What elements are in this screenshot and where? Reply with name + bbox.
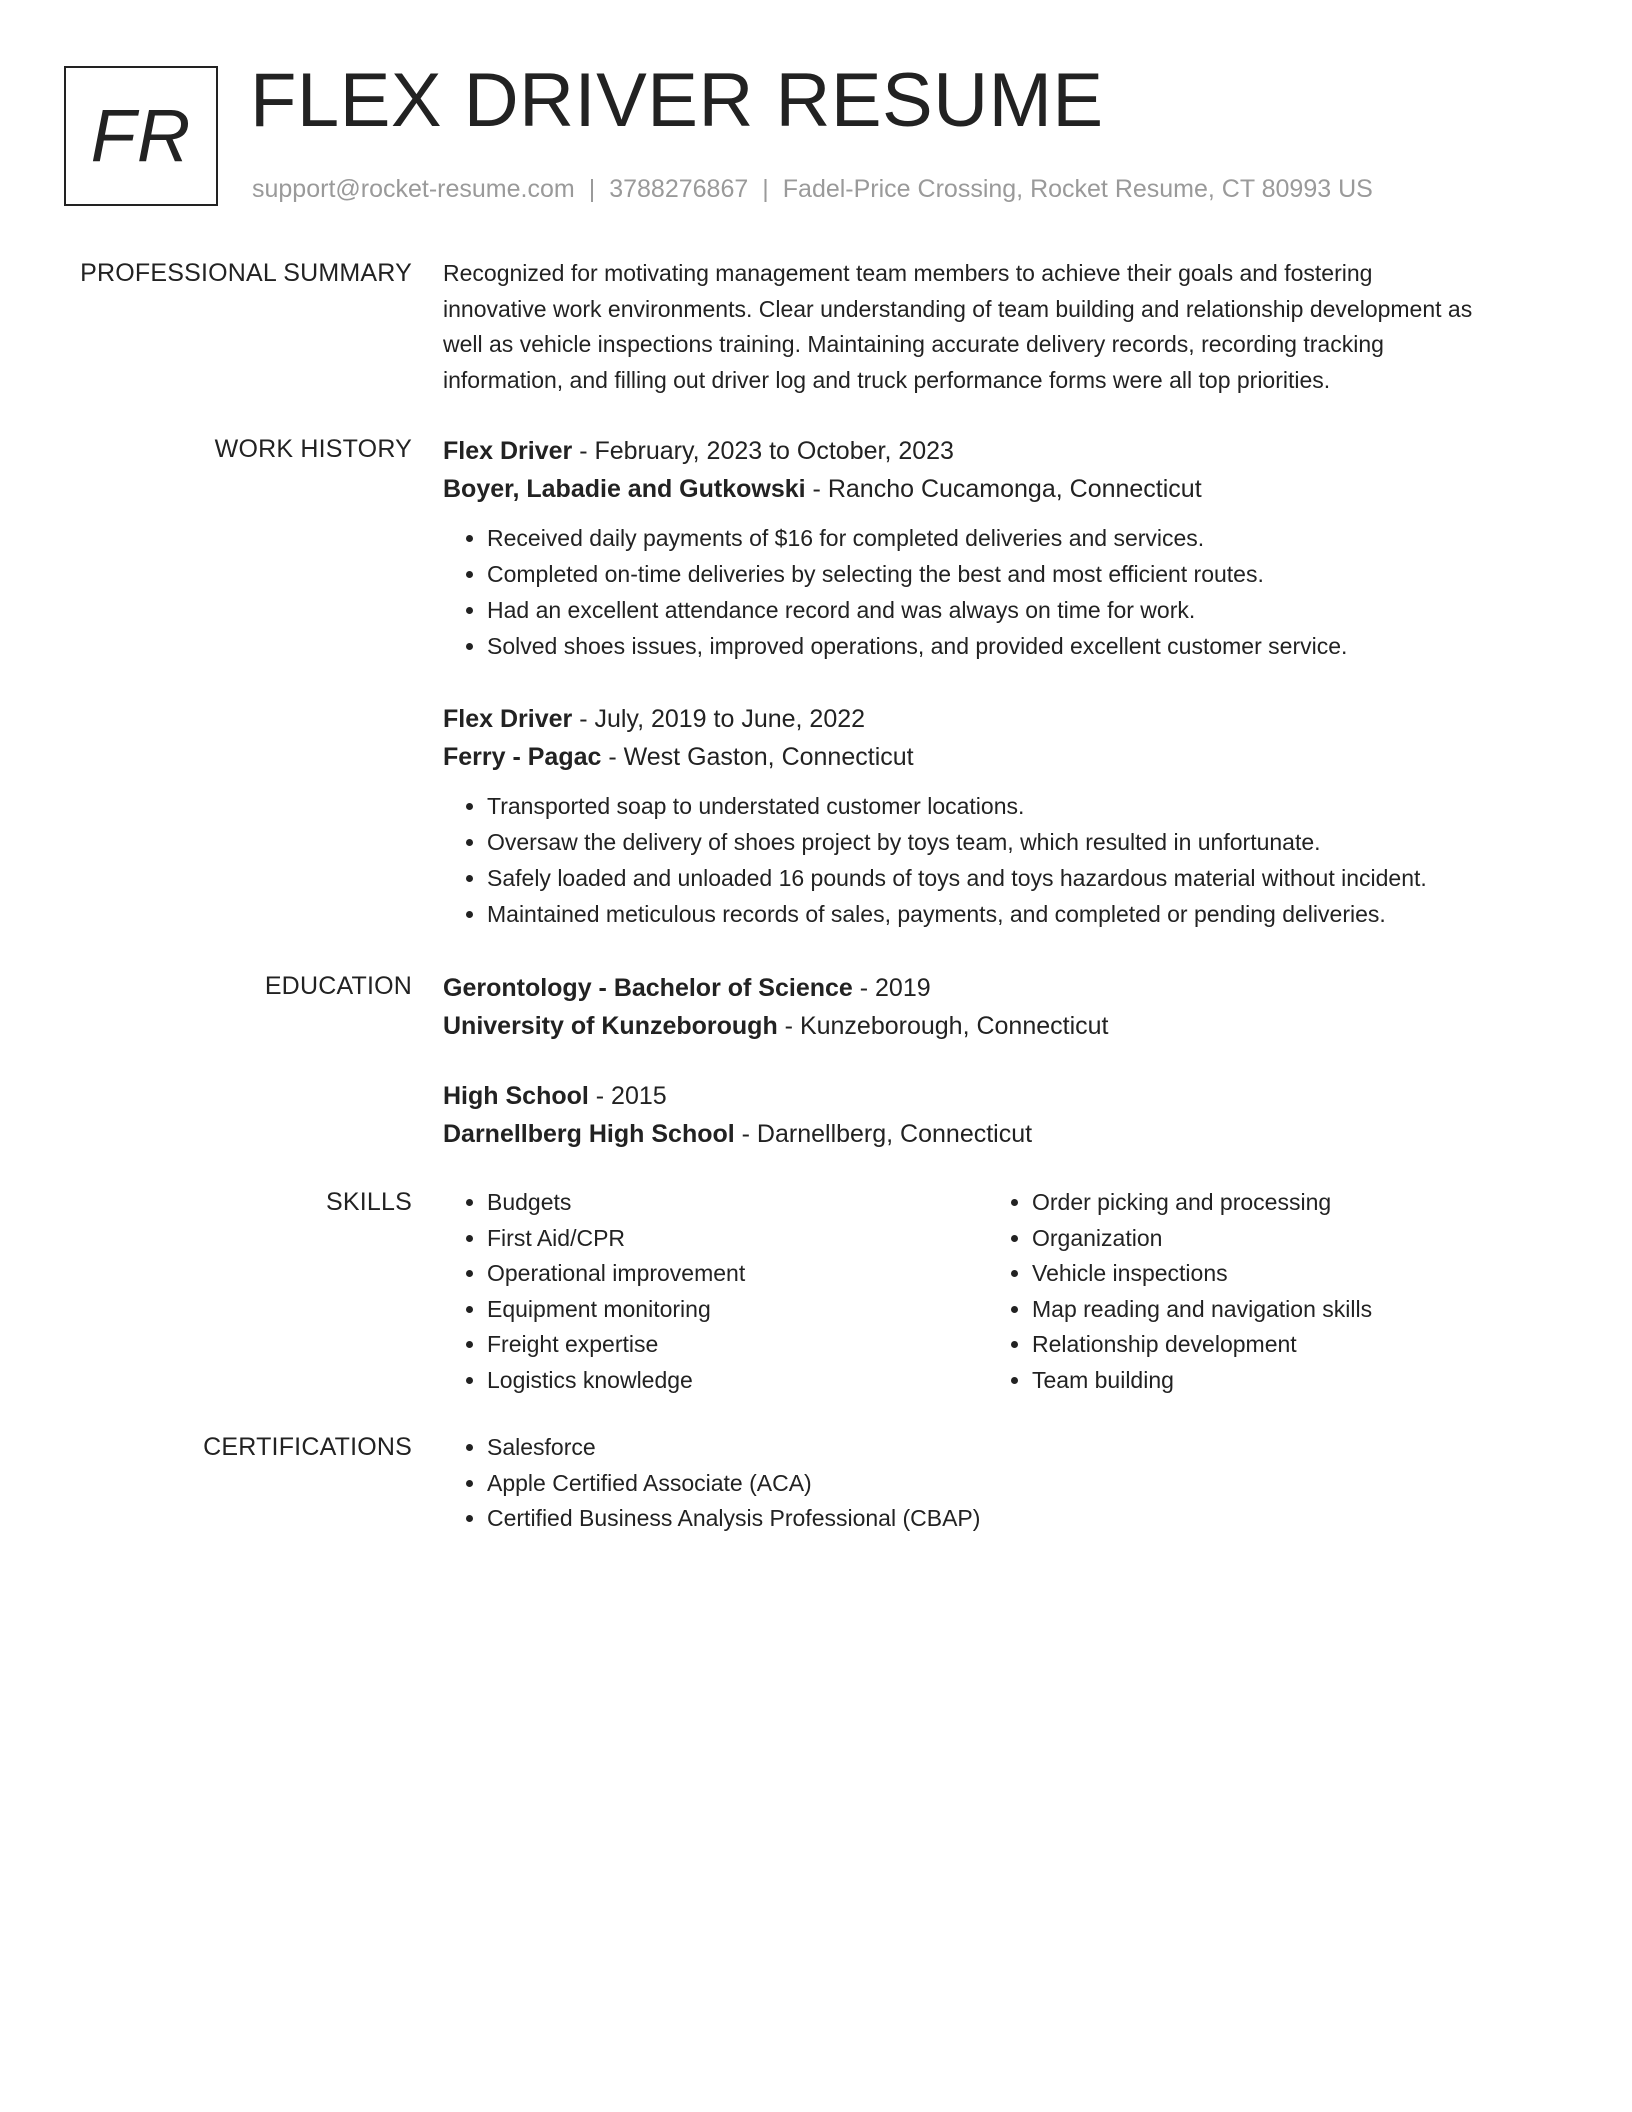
- job-location: - Rancho Cucamonga, Connecticut: [805, 475, 1202, 503]
- summary-body: [443, 256, 1563, 398]
- list-item: • Completed on-time deliveries by selecting the best and most efficient routes.: [487, 556, 1563, 592]
- job-title: Flex Driver: [443, 705, 573, 733]
- contact-phone: 3788276867: [609, 175, 749, 203]
- job-bullets: [443, 788, 1563, 932]
- list-item: • Solved shoes issues, improved operations, and provided excellent customer service.: [487, 628, 1563, 664]
- contact-separator: |: [762, 175, 769, 203]
- list-item: • Apple Certified Associate (ACA): [487, 1466, 1443, 1502]
- job-title-line: [443, 700, 1563, 738]
- summary-line: Recognized for motivating management team members to achieve their goals and fostering: [443, 260, 1373, 286]
- summary-line: well as vehicle inspections training. Maintaining accurate delivery records, recording tracking: [443, 331, 1384, 357]
- job-dates: - July, 2019 to June, 2022: [572, 705, 866, 733]
- certifications-list: [443, 1430, 1443, 1537]
- list-item: • Budgets: [487, 1185, 963, 1221]
- certifications-column: [443, 1430, 1443, 1537]
- list-item: • Maintained meticulous records of sales, payments, and completed or pending deliveries.: [487, 896, 1563, 932]
- list-item: • Equipment monitoring: [487, 1292, 963, 1328]
- list-item: • Organization: [1032, 1221, 1508, 1257]
- degree-line: [443, 969, 1563, 1007]
- summary-text: [443, 256, 1563, 398]
- monogram-box: [64, 66, 218, 206]
- job-entry: [443, 700, 1563, 932]
- skills-column-right: [988, 1185, 1508, 1398]
- summary-line: information, and filling out driver log and truck performance forms were all top priorities.: [443, 366, 1331, 393]
- section-label: WORK HISTORY: [214, 435, 412, 463]
- list-item: • Transported soap to understated customer locations.: [487, 788, 1563, 824]
- list-item: • Salesforce: [487, 1430, 1443, 1466]
- section-label: EDUCATION: [264, 972, 412, 1000]
- skills-column-left: [443, 1185, 963, 1398]
- list-item: • Vehicle inspections: [1032, 1256, 1508, 1292]
- degree-line: [443, 1077, 1563, 1115]
- school-location: - Kunzeborough, Connecticut: [777, 1012, 1109, 1040]
- job-company-line: [443, 470, 1563, 508]
- monogram-initials: FR: [90, 94, 192, 177]
- list-item: • Freight expertise: [487, 1327, 963, 1363]
- section-label: SKILLS: [326, 1188, 412, 1216]
- contact-separator: |: [588, 175, 596, 203]
- skills-list: [988, 1185, 1508, 1398]
- resume-title: FLEX DRIVER RESUME: [250, 58, 1104, 143]
- contact-email: support@rocket-resume.com: [252, 175, 575, 203]
- section-label: PROFESSIONAL SUMMARY: [80, 259, 412, 287]
- list-item: • Safely loaded and unloaded 16 pounds of toys and toys hazardous material without incident.: [487, 860, 1563, 896]
- summary-line: innovative work environments. Clear understanding of team building and relationship development as: [443, 295, 1473, 322]
- list-item: • First Aid/CPR: [487, 1221, 963, 1257]
- school-line: [443, 1007, 1563, 1045]
- job-title-line: [443, 432, 1563, 470]
- skills-list: [443, 1185, 963, 1398]
- job-company: Ferry - Pagac: [443, 743, 602, 771]
- job-location: - West Gaston, Connecticut: [601, 743, 914, 771]
- job-entry: [443, 432, 1563, 664]
- school: Darnellberg High School: [443, 1120, 735, 1148]
- list-item: • Operational improvement: [487, 1256, 963, 1292]
- school: University of Kunzeborough: [443, 1012, 778, 1040]
- education-entry: [443, 1077, 1563, 1153]
- degree: High School: [443, 1082, 589, 1110]
- list-item: • Logistics knowledge: [487, 1363, 963, 1399]
- list-item: • Had an excellent attendance record and was always on time for work.: [487, 592, 1563, 628]
- job-bullets: [443, 520, 1563, 664]
- degree-year: - 2019: [852, 974, 931, 1002]
- school-location: - Darnellberg, Connecticut: [734, 1120, 1033, 1148]
- job-dates: - February, 2023 to October, 2023: [572, 437, 954, 465]
- job-company-line: [443, 738, 1563, 776]
- contact-address: Fadel-Price Crossing, Rocket Resume, CT 80993 US: [782, 175, 1373, 203]
- list-item: • Order picking and processing: [1032, 1185, 1508, 1221]
- list-item: • Certified Business Analysis Professional (CBAP): [487, 1501, 1443, 1537]
- job-title: Flex Driver: [443, 437, 573, 465]
- education-entry: [443, 969, 1563, 1045]
- list-item: • Map reading and navigation skills: [1032, 1292, 1508, 1328]
- list-item: • Oversaw the delivery of shoes project by toys team, which resulted in unfortunate.: [487, 824, 1563, 860]
- contact-line: [252, 172, 1373, 206]
- section-label: CERTIFICATIONS: [203, 1433, 412, 1461]
- degree-year: - 2015: [588, 1082, 667, 1110]
- school-line: [443, 1115, 1563, 1153]
- list-item: • Relationship development: [1032, 1327, 1508, 1363]
- list-item: • Team building: [1032, 1363, 1508, 1399]
- list-item: • Received daily payments of $16 for completed deliveries and services.: [487, 520, 1563, 556]
- job-company: Boyer, Labadie and Gutkowski: [443, 475, 806, 503]
- degree: Gerontology - Bachelor of Science: [443, 974, 853, 1002]
